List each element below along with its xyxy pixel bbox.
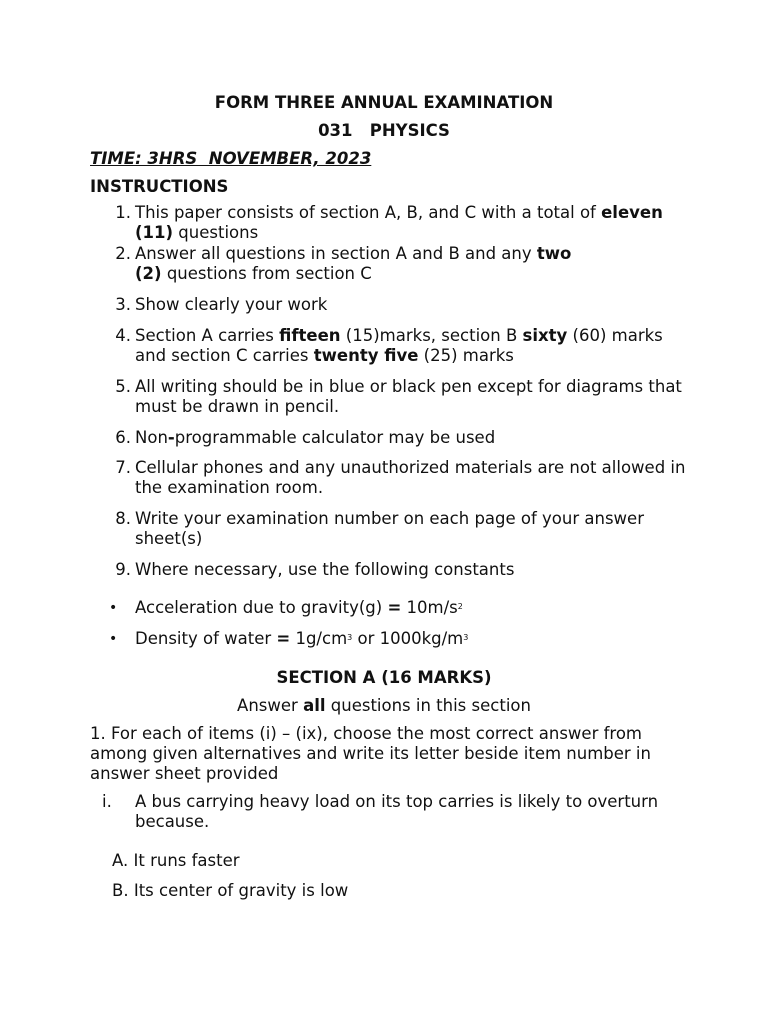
instruction-number: 6. [115,428,131,447]
instruction-number: 2. [115,244,131,263]
constant-text: Density of water = $1g/cm^3$ or $1000kg/m^3$ [135,629,469,648]
instruction-number: 3. [115,295,131,314]
section-a-instruction: Answer all questions in this section [237,696,531,715]
instruction-item [107,377,687,417]
instruction-text: Section A carries fifteen (15)marks, section B sixty (60) marks and section C carries twenty five (25) marks [135,326,663,365]
instruction-item [107,428,687,448]
instruction-number: 7. [115,458,131,477]
instruction-text: Write your examination number on each page of your answer sheet(s) [135,509,644,548]
subject-title [0,121,768,141]
question-item [90,792,690,832]
instruction-item [107,295,687,315]
exam-title: FORM THREE ANNUAL EXAMINATION [214,93,554,112]
instruction-number: 8. [115,509,131,528]
item-number: i. [102,792,112,811]
instruction-number: 1. [115,203,131,222]
subject-text: 031 PHYSICS [318,121,450,140]
instruction-number: 9. [115,560,131,579]
item-text: A bus carrying heavy load on its top carries is likely to overturn because. [135,792,659,831]
instruction-item [107,326,687,366]
instruction-item [107,458,687,498]
question-1: 1. For each of items (i) – (ix), choose the most correct answer from among given alternatives and write its letter beside item number in answer sheet provided [90,724,651,783]
instruction-text: This paper consists of section A, B, and C with a total of eleven (11) questions [135,203,663,242]
instruction-item [107,509,687,549]
instruction-number: 5. [115,377,131,396]
instruction-text: Non-programmable calculator may be used [135,428,496,447]
instruction-item [107,560,687,580]
instruction-item [107,244,687,284]
bullet-icon: • [109,600,118,616]
instruction-text: Cellular phones and any unauthorized materials are not allowed in the examination room. [135,458,686,497]
constant-text: Acceleration due to gravity(g) = $10m/s^2$ [135,598,463,617]
instruction-text: All writing should be in blue or black pen except for diagrams that must be drawn in pencil. [135,377,682,416]
instruction-text: Where necessary, use the following constants [135,560,515,579]
bullet-icon: • [109,631,118,647]
instruction-item [107,203,687,243]
instruction-text: Show clearly your work [135,295,328,314]
instruction-text: Answer all questions in section A and B and any two (2) questions from section C [135,244,572,283]
constant-item [107,629,687,649]
exam-time: TIME: 3HRS NOVEMBER, 2023 [90,149,372,168]
instructions-heading: INSTRUCTIONS [90,177,229,196]
option-a: A. It runs faster [112,851,240,870]
instruction-number: 4. [115,326,131,345]
option-b: B. Its center of gravity is low [112,881,349,900]
section-a-heading: SECTION A (16 MARKS) [276,668,492,687]
constant-item [107,598,687,618]
